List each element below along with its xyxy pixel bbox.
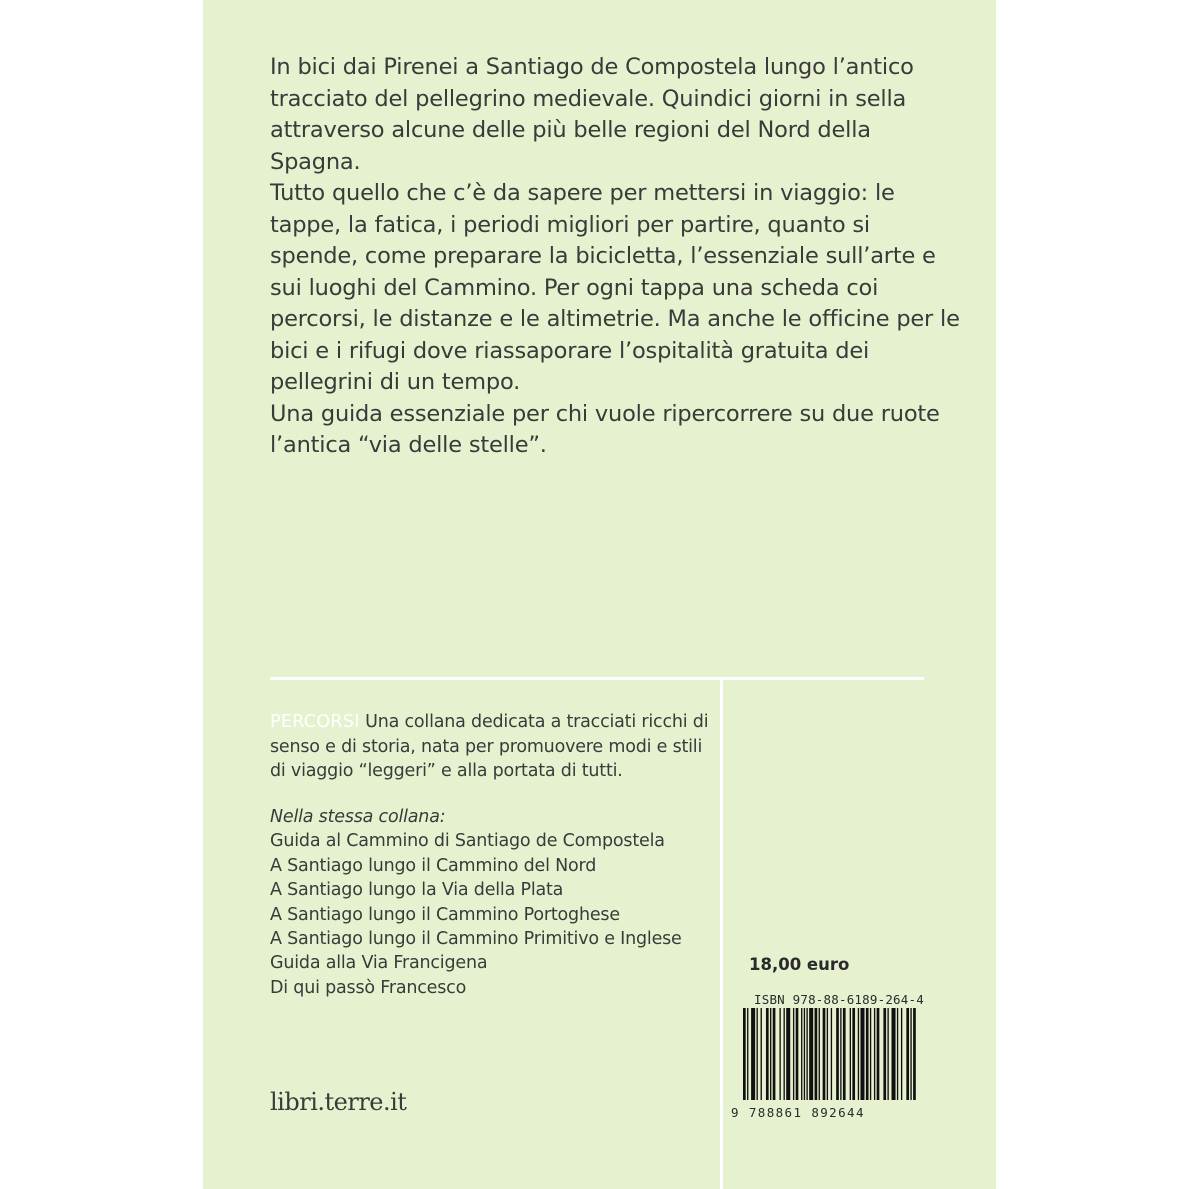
barcode-bar (852, 1008, 855, 1100)
barcode-bar (773, 1008, 776, 1100)
same-series-heading: Nella stessa collana: (270, 807, 446, 827)
barcode-bars (731, 1008, 924, 1103)
blurb-paragraph-1: In bici dai Pirenei a Santiago de Compostela lungo l’antico tracciato del pellegrino medievale. Quindici giorni in sella attraverso alcune delle più belle regioni del Nord della Spagna. (270, 54, 914, 175)
barcode-bar (815, 1008, 818, 1100)
barcode-bar (901, 1008, 902, 1100)
book-back-cover (203, 0, 996, 1189)
series-name: PERCORSI (270, 712, 360, 732)
series-title-item: A Santiago lungo il Cammino del Nord (270, 855, 597, 876)
series-title-item: A Santiago lungo la Via della Plata (270, 880, 564, 901)
barcode-bar (870, 1008, 871, 1100)
series-title-item: A Santiago lungo il Cammino Portoghese (270, 904, 620, 925)
barcode-bar (866, 1008, 869, 1100)
publisher-website: libri.terre.it (270, 1088, 407, 1116)
barcode-bar (831, 1008, 832, 1100)
barcode-bar (747, 1008, 748, 1100)
barcode-bar (784, 1008, 785, 1100)
barcode (731, 1008, 924, 1120)
barcode-bar (913, 1008, 916, 1100)
isbn-label: ISBN 978-88-6189-264-4 (754, 992, 924, 1007)
series-description-text: Una collana dedicata a tracciati ricchi di senso e di storia, nata per promuovere modi e stili di viaggio “leggeri” e alla portata di tutti. (270, 712, 709, 781)
barcode-bar (877, 1008, 880, 1100)
barcode-bar (770, 1008, 771, 1100)
barcode-bar (874, 1008, 875, 1100)
blurb-paragraph-2: Tutto quello che c’è da sapere per mettersi in viaggio: le tappe, la fatica, i periodi migliori per partire, quanto si spende, come preparare la bicicletta, l’essenziale sull’arte e sui luoghi del Cammino. Per ogni tappa una scheda coi percorsi, le distanze e le altimetrie. Ma anche le officine per le bici e i rifugi dove riassaporare l’ospitalità gratuita dei pellegrini di un tempo. (270, 180, 960, 395)
barcode-bar (843, 1008, 846, 1100)
barcode-bar (897, 1008, 898, 1100)
barcode-bar (804, 1008, 805, 1100)
horizontal-divider (270, 677, 924, 680)
barcode-bar (796, 1008, 799, 1100)
barcode-bar (801, 1008, 802, 1100)
barcode-bar (761, 1008, 762, 1100)
barcode-bar (809, 1008, 813, 1100)
series-title-item: Di qui passò Francesco (270, 977, 467, 998)
barcode-bar (906, 1008, 909, 1100)
barcode-bar (766, 1008, 769, 1100)
same-series-list (270, 805, 710, 1000)
barcode-bar (840, 1008, 841, 1100)
barcode-bar (892, 1008, 896, 1100)
blurb-paragraph-3: Una guida essenziale per chi vuole ripercorrere su due ruote l’antica “via delle stelle”. (270, 400, 940, 458)
barcode-bar (793, 1008, 794, 1100)
barcode-bar (910, 1008, 911, 1100)
barcode-bar (819, 1008, 820, 1100)
barcode-bar (823, 1008, 826, 1100)
barcode-bar (806, 1008, 807, 1100)
series-description (270, 710, 710, 784)
price-label: 18,00 euro (749, 955, 850, 974)
barcode-bar (779, 1008, 780, 1100)
barcode-bar (860, 1008, 864, 1100)
barcode-bar (858, 1008, 859, 1100)
blurb-text (270, 52, 960, 462)
series-title-item: A Santiago lungo il Cammino Primitivo e Inglese (270, 929, 682, 950)
barcode-bar (887, 1008, 888, 1100)
barcode-digits: 9 788861 892644 (731, 1105, 865, 1120)
barcode-bar (827, 1008, 828, 1100)
series-title-item: Guida al Cammino di Santiago de Compostela (270, 831, 665, 852)
barcode-bar (883, 1008, 886, 1100)
vertical-divider (720, 677, 723, 1189)
barcode-bar (850, 1008, 851, 1100)
barcode-bar (757, 1008, 758, 1100)
series-title-item: Guida alla Via Francigena (270, 953, 488, 974)
barcode-bar (751, 1008, 755, 1100)
barcode-bar (786, 1008, 790, 1100)
barcode-bar (743, 1008, 746, 1100)
barcode-bar (836, 1008, 839, 1100)
